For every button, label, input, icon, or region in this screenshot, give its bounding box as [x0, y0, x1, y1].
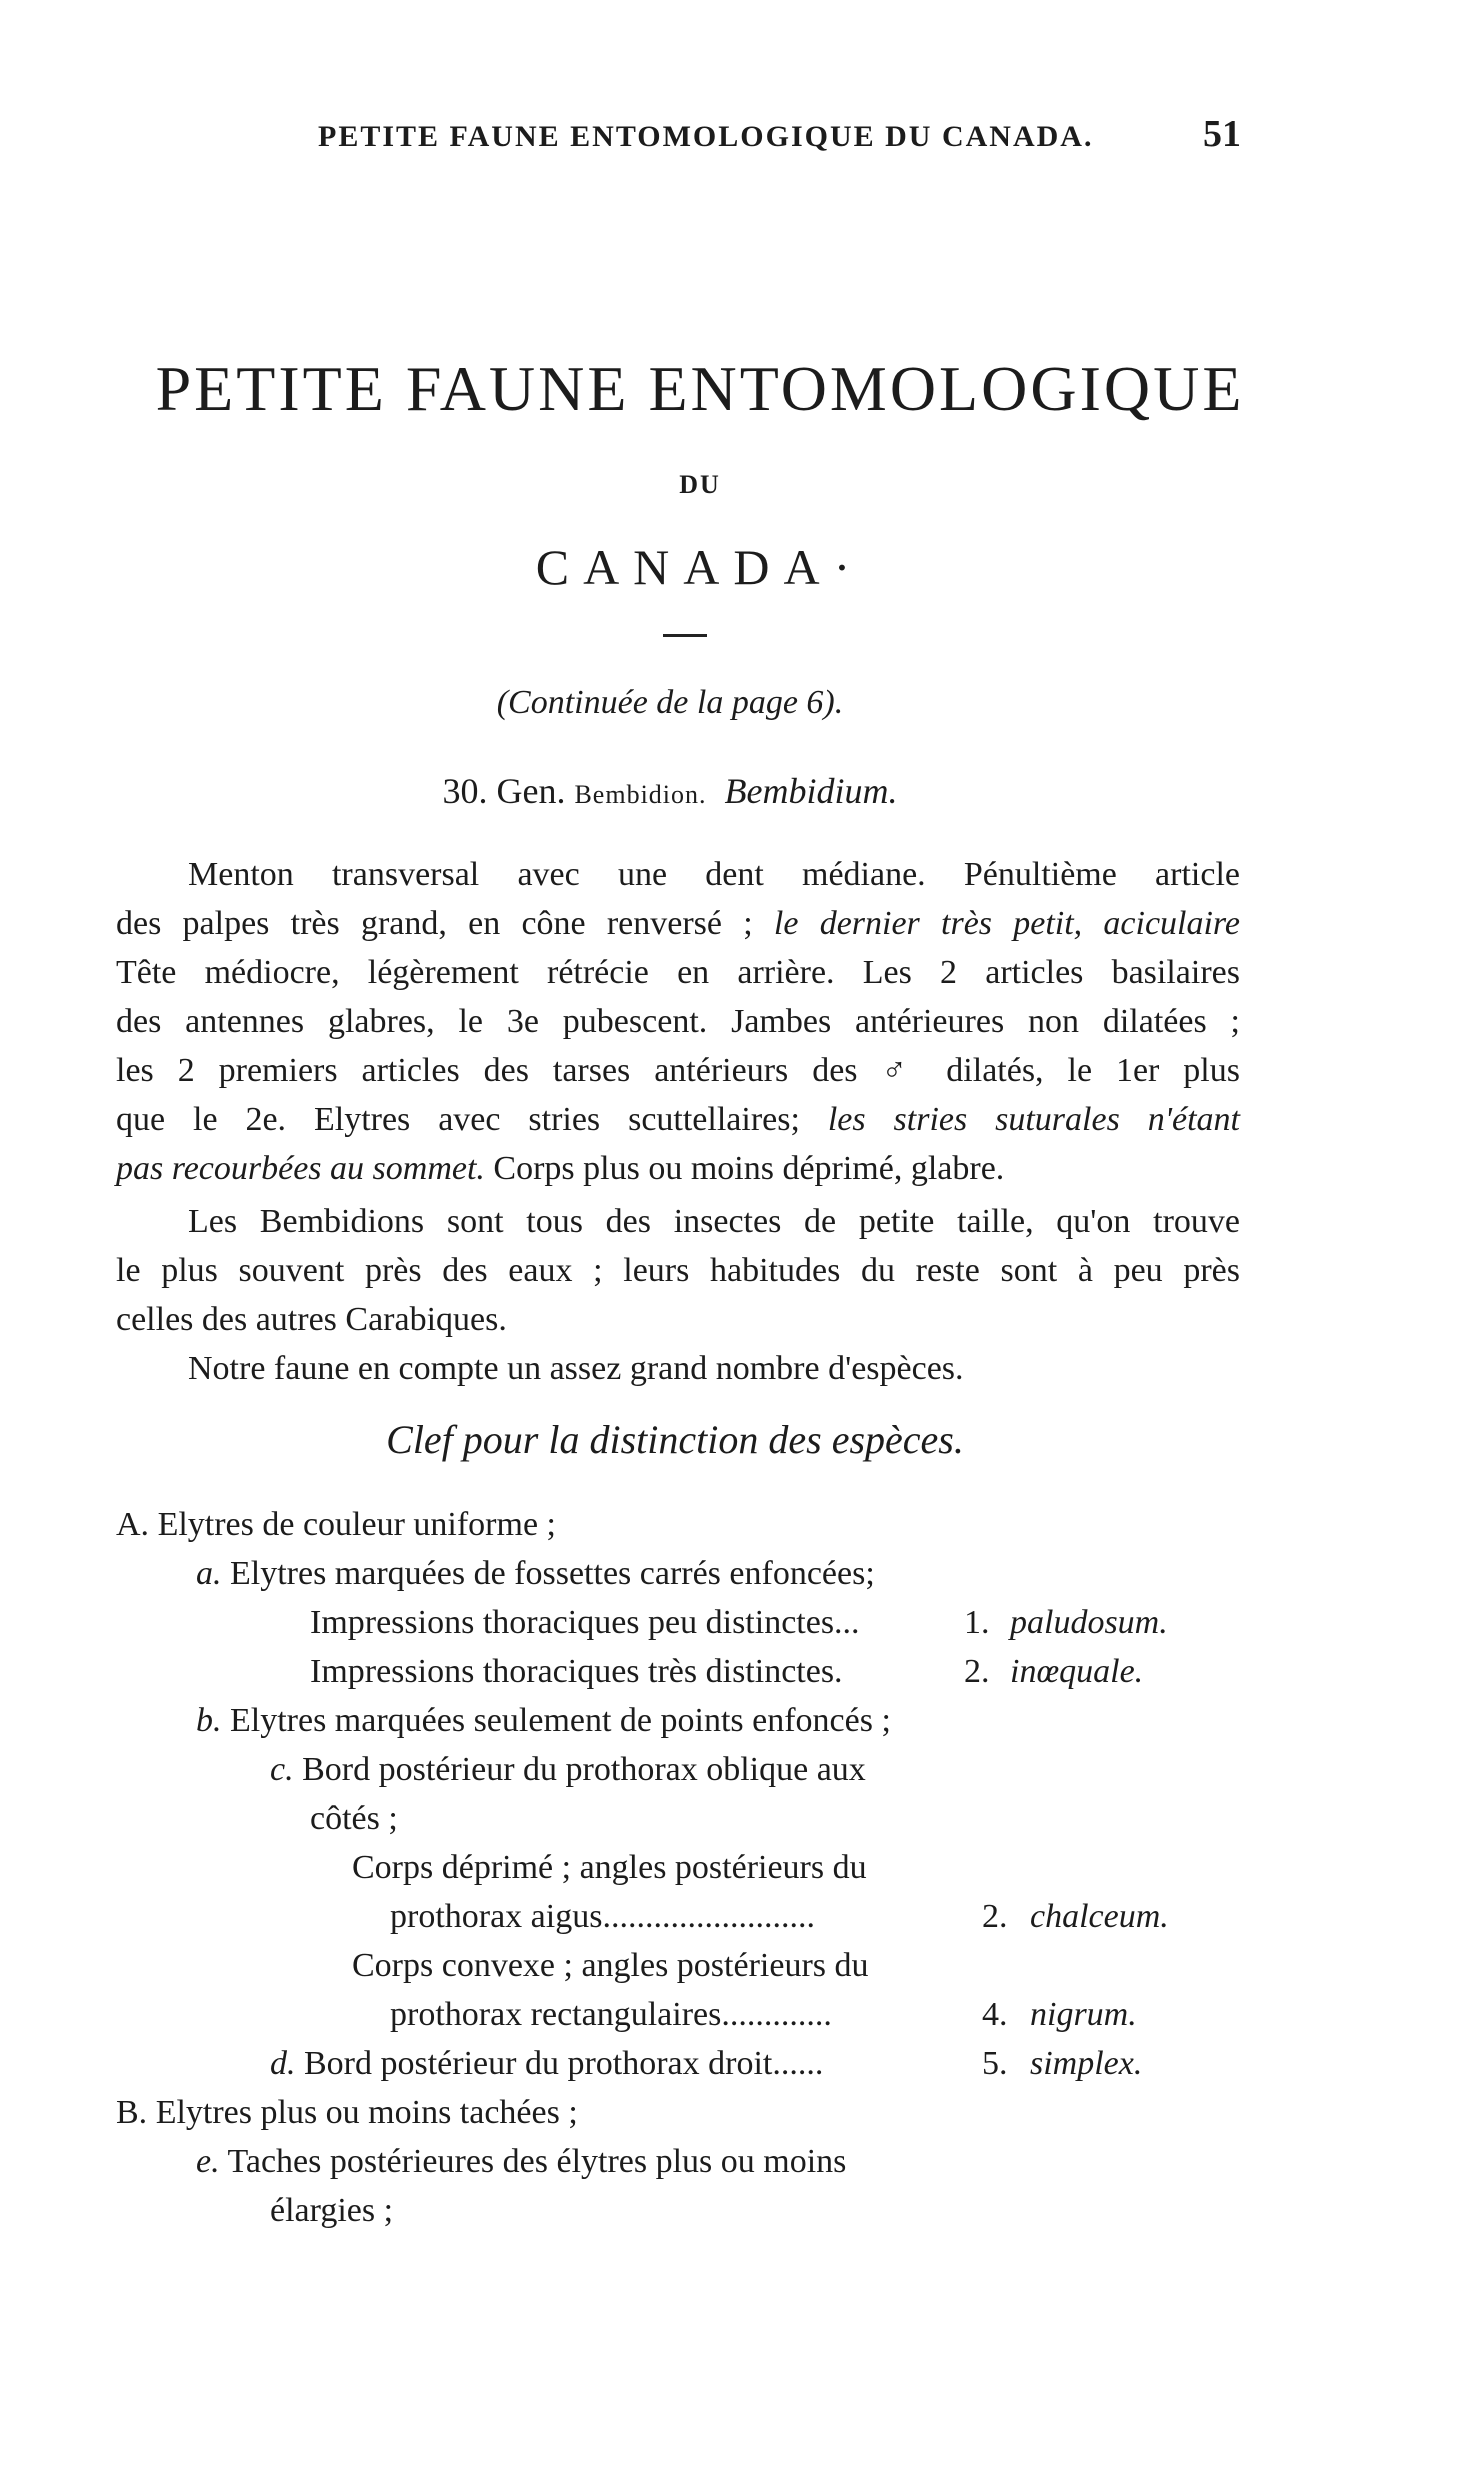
- key-row: [270, 2039, 1220, 2088]
- description-line: des antennes glabres, le 3e pubescent. Jambes antérieures non dilatées ;: [116, 1003, 1240, 1040]
- key-row: [196, 1696, 891, 1745]
- running-header: PETITE FAUNE ENTOMOLOGIQUE DU CANADA.: [318, 120, 1094, 153]
- key-row: [352, 1843, 867, 1892]
- description-line: pas recourbées au sommet. Corps plus ou moins déprimé, glabre.: [116, 1150, 1005, 1187]
- species-number: 5.: [982, 2045, 1008, 2082]
- species-number: 2.: [982, 1898, 1008, 1935]
- key-row: [196, 1549, 875, 1598]
- key-row: [270, 1745, 866, 1794]
- continuation-note: (Continuée de la page 6).: [496, 684, 844, 721]
- key-row: [196, 2137, 846, 2186]
- species-count-line: Notre faune en compte un assez grand nombre d'espèces.: [188, 1350, 964, 1387]
- key-text: Bord postérieur du prothorax droit......: [304, 2045, 824, 2082]
- key-text: prothorax rectangulaires.............: [390, 1996, 832, 2033]
- key-text: Elytres marquées de fossettes carrés enfoncées;: [230, 1555, 875, 1592]
- key-text: élargies ;: [270, 2192, 394, 2229]
- key-text: Corps déprimé ; angles postérieurs du: [352, 1849, 867, 1886]
- title-du: DU: [679, 470, 721, 499]
- species-number: 2.: [964, 1653, 990, 1690]
- genus-number: 30. Gen.: [442, 771, 566, 811]
- habitat-line: le plus souvent près des eaux ; leurs habitudes du reste sont à peu près: [116, 1252, 1240, 1289]
- key-text: Impressions thoraciques peu distinctes...: [310, 1604, 860, 1641]
- species-number: 1.: [964, 1604, 990, 1641]
- key-marker: e.: [196, 2143, 220, 2180]
- title-rule: [663, 634, 707, 637]
- genus-name: Bembidion.: [574, 780, 707, 809]
- key-marker: d.: [270, 2045, 296, 2082]
- key-row: [116, 2088, 578, 2137]
- key-row: [310, 1647, 1210, 1696]
- key-marker: a.: [196, 1555, 222, 1592]
- key-row: [390, 1892, 1220, 1941]
- description-line: des palpes très grand, en cône renversé ; le dernier très petit, aciculaire: [116, 905, 1240, 942]
- genus-description: [116, 850, 1240, 1193]
- description-line: Tête médiocre, légèrement rétrécie en arrière. Les 2 articles basilaires: [116, 954, 1240, 991]
- key-marker: A.: [116, 1506, 150, 1543]
- main-title: PETITE FAUNE ENTOMOLOGIQUE: [155, 353, 1245, 424]
- key-title: Clef pour la distinction des espèces.: [386, 1417, 964, 1462]
- key-row: [352, 1941, 869, 1990]
- key-text: Taches postérieures des élytres plus ou moins: [227, 2143, 847, 2180]
- key-marker: b.: [196, 1702, 222, 1739]
- species-name: simplex.: [1030, 2045, 1143, 2082]
- species-name: nigrum.: [1030, 1996, 1137, 2033]
- key-row: [270, 2186, 393, 2235]
- key-row: [310, 1598, 1210, 1647]
- genus-heading: [0, 770, 1340, 812]
- key-text: Bord postérieur du prothorax oblique aux: [302, 1751, 866, 1788]
- habitat-line: Les Bembidions sont tous des insectes de petite taille, qu'on trouve: [188, 1203, 1240, 1240]
- key-row: [390, 1990, 1220, 2039]
- key-marker: B.: [116, 2094, 148, 2131]
- title-canada: CANADA·: [535, 539, 865, 595]
- key-text: côtés ;: [310, 1800, 398, 1837]
- page-number: 51: [1203, 113, 1241, 155]
- key-text: Impressions thoraciques très distinctes.: [310, 1653, 843, 1690]
- habitat-paragraph: [116, 1197, 1240, 1344]
- key-text: Elytres marquées seulement de points enfoncés ;: [230, 1702, 891, 1739]
- description-line: que le 2e. Elytres avec stries scuttellaires; les stries suturales n'étant: [116, 1101, 1240, 1138]
- description-line: les 2 premiers articles des tarses antérieurs des ♂ dilatés, le 1er plus: [116, 1052, 1240, 1089]
- species-name: paludosum.: [1010, 1604, 1168, 1641]
- key-text: Elytres de couleur uniforme ;: [157, 1506, 556, 1543]
- genus-latin: Bembidium.: [724, 771, 898, 811]
- key-text: prothorax aigus.........................: [390, 1898, 815, 1935]
- key-row: [116, 1500, 556, 1549]
- species-name: inœquale.: [1010, 1653, 1144, 1690]
- species-count-paragraph: [116, 1344, 1240, 1393]
- species-number: 4.: [982, 1996, 1008, 2033]
- species-name: chalceum.: [1030, 1898, 1169, 1935]
- habitat-line: celles des autres Carabiques.: [116, 1301, 507, 1338]
- key-row: [310, 1794, 398, 1843]
- key-text: Elytres plus ou moins tachées ;: [155, 2094, 578, 2131]
- key-marker: c.: [270, 1751, 294, 1788]
- description-line: Menton transversal avec une dent médiane. Pénultième article: [188, 856, 1240, 893]
- key-text: Corps convexe ; angles postérieurs du: [352, 1947, 869, 1984]
